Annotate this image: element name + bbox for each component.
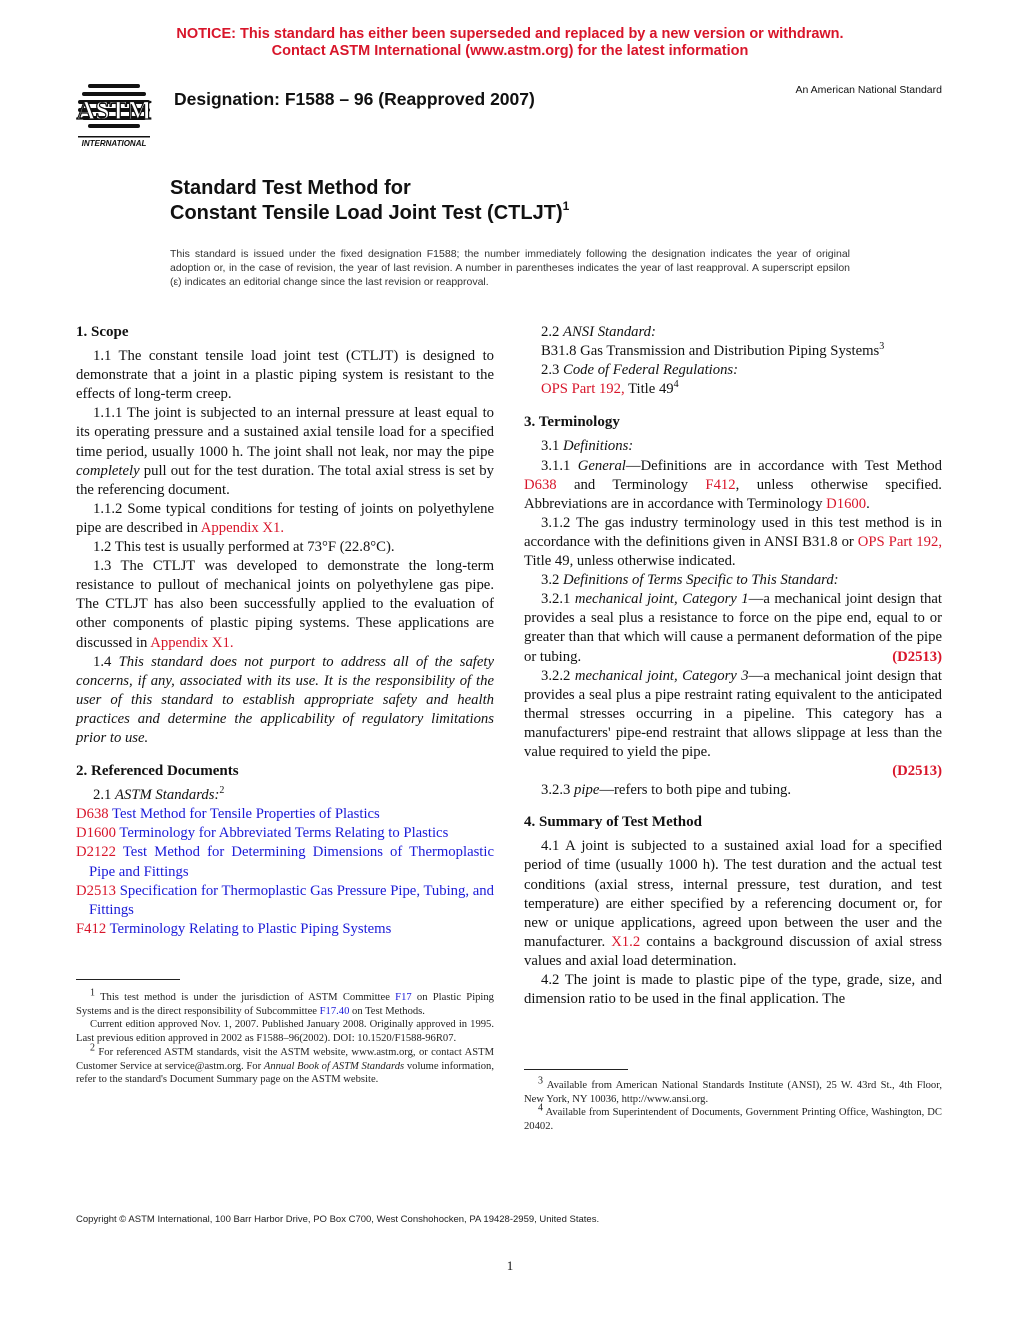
title-line-2: Constant Tensile Load Joint Test (CTLJT) [170, 202, 563, 224]
ref-item[interactable]: D1600 Terminology for Abbreviated Terms Relating to Plastics [76, 825, 449, 842]
designation: Designation: F1588 – 96 (Reapproved 2007) [174, 89, 535, 109]
para-1-3: 1.3 The CTLJT was developed to demonstrate the long-term resistance to pullout of mechanical joints on polyethylene gas pipe. The CTLJT has also been successfully applied to the evaluation of other components of plastic piping systems. These applications are discussed in Appendix X1. [76, 558, 494, 651]
section-3-heading: 3. Terminology [524, 414, 620, 431]
ref-item[interactable]: D2122 Test Method for Determining Dimensions of Thermoplastic Pipe and Fittings [76, 844, 494, 880]
document-title [170, 176, 569, 226]
logo-letters: ASTM [76, 96, 152, 125]
para-3-2-2-tag [524, 762, 942, 781]
left-column [76, 323, 494, 939]
ops-part-192-link-2[interactable]: OPS Part 192, [857, 533, 942, 550]
ref-item[interactable]: F412 Terminology Relating to Plastic Piping Systems [76, 920, 392, 937]
ref-item[interactable]: D638 Test Method for Tensile Properties of Plastics [76, 806, 380, 823]
para-3-2-2: 3.2.2 mechanical joint, Category 3—a mechanical joint design that provides a seal plus a pipe restraint rating equivalent to the anticipated thermal stresses occurring in a pipeline. This category has a manufacturers' pipe-end restraint that allows slippage at less than the value required to yield the pipe. [524, 667, 942, 760]
para-4-2: 4.2 The joint is made to plastic pipe of the type, grade, size, and dimension ratio to be used in the final application. The [524, 972, 942, 1008]
right-column [524, 323, 942, 1009]
para-1-1-2: 1.1.2 Some typical conditions for testing of joints on polyethylene pipe are described in Appendix X1. [76, 500, 494, 536]
footnote-4: $^4$ Available from Superintendent of Documents, Government Printing Office, Washington, DC 20402. [524, 1102, 942, 1133]
para-3-2: 3.2 Definitions of Terms Specific to This Standard: [541, 572, 839, 589]
title-footnote-mark: 1 [562, 199, 570, 213]
footnote-2: $^2$ For referenced ASTM standards, visit the ASTM website, www.astm.org, or contact ASTM Customer Service at service@astm.org. For Annual Book of ASTM Standards volume information, refer to the standard's Document Summary page on the ASTM website. [76, 1042, 494, 1086]
left-footnotes [76, 987, 494, 1087]
para-3-1-1: 3.1.1 General—Definitions are in accordance with Test Method D638 and Terminology F412, unless otherwise specified. Abbreviations are in accordance with Terminology D1600. [524, 457, 942, 512]
appendix-x1-link[interactable]: Appendix X1. [200, 519, 285, 536]
footnote-rule-right [524, 1069, 628, 1070]
para-3-1-2: 3.1.2 The gas industry terminology used in this test method is in accordance with the definitions given in ANSI B31.8 or OPS Part 192, Title 49, unless otherwise indicated. [524, 514, 942, 570]
d638-link[interactable]: D638 [524, 476, 557, 493]
para-3-1: 3.1 Definitions: [541, 438, 634, 455]
copyright-line: Copyright © ASTM International, 100 Barr Harbor Drive, PO Box C700, West Conshohocken, PA 19428-2959, United States. [76, 1214, 600, 1225]
logo-caption: INTERNATIONAL [81, 139, 147, 148]
para-1-4: 1.4 This standard does not purport to address all of the safety concerns, if any, associated with its use. It is the responsibility of the user of this standard to establish appropriate safety and health practices and determine the applicability of regulatory limitations prior to use. [76, 653, 495, 746]
para-2-3: 2.3 Code of Federal Regulations: [541, 362, 739, 379]
issuance-note: This standard is issued under the fixed designation F1588; the number immediately following the designation indicates the year of original adoption or, in the case of revision, the year of last revision. A number in parentheses indicates the year of last reapproval. A superscript epsilon (ε) indicates an editorial change since the last revision or reapproval. [170, 248, 850, 288]
para-1-1-1: 1.1.1 The joint is subjected to an internal pressure at least equal to its operating pressure and a sustained axial tensile load for a specified time period, usually 1000 h. The joint shall not leak, nor may the pipe completely pull out for the test duration. The total axial stress is set by the referencing document. [76, 405, 494, 498]
footnote-1: $^1$ This test method is under the jurisdiction of ASTM Committee F17 on Plastic Piping Systems and is the direct responsibility of Subcommittee F17.40 on Test Methods. [76, 987, 494, 1017]
para-3-2-3: 3.2.3 pipe—refers to both pipe and tubing. [541, 782, 792, 799]
footnote-3: $^3$ Available from American National Standards Institute (ANSI), 25 W. 43rd St., 4th Floor, New York, NY 10036, http://www.ansi.org. [524, 1075, 942, 1105]
title-line-1: Standard Test Method for [170, 177, 411, 199]
ref-item[interactable]: D2513 Specification for Thermoplastic Gas Pressure Pipe, Tubing, and Fittings [76, 882, 494, 918]
astm-logo [68, 76, 160, 150]
footnote-rule [76, 979, 180, 980]
para-1-2: 1.2 This test is usually performed at 73°F (22.8°C). [93, 539, 395, 556]
b31-8-entry: B31.8 Gas Transmission and Distribution Piping Systems$^3$ [541, 341, 885, 360]
appendix-x1-link-2[interactable]: Appendix X1. [150, 634, 234, 651]
f17-40-link[interactable]: F17.40 [319, 1005, 350, 1017]
section-4-heading: 4. Summary of Test Method [524, 814, 702, 831]
para-2-2: 2.2 ANSI Standard: [541, 324, 656, 340]
page-number: 1 [506, 1258, 514, 1273]
para-4-1: 4.1 A joint is subjected to a sustained axial load for a specified period of time (usually 1000 h). The test duration and the actual test conditions (axial stress, internal pressure, test duration, and test temperature) are either specified by a referencing document or, for new or unique applications, agreed upon between the user and the manufacturer. X1.2 contains a background discussion of axial stress values and axial load determination. [524, 838, 942, 969]
d1600-link[interactable]: D1600 [826, 495, 867, 512]
ops-entry: OPS Part 192, Title $49^4$ [541, 379, 679, 398]
f412-link[interactable]: F412 [705, 476, 736, 493]
x1-2-link[interactable]: X1.2 [611, 933, 641, 950]
para-2-1: 2.1 ASTM Standards:$^2$ [93, 785, 225, 804]
notice-line-2: Contact ASTM International (www.astm.org) for the latest information [271, 43, 749, 59]
footnote-1-current: Current edition approved Nov. 1, 2007. Published January 2008. Originally approved in 1995. Last previous edition approved in 2002 as F1588–96(2002). DOI: 10.1520/F1588-96R07. [76, 1019, 494, 1045]
d2513-tag[interactable]: (D2513) [892, 648, 942, 665]
notice-line-1: NOTICE: This standard has either been superseded and replaced by a new version or withdrawn. [176, 26, 844, 42]
referenced-docs-list [76, 805, 494, 939]
right-footnotes [524, 1075, 942, 1134]
national-standard-label: An American National Standard [795, 84, 942, 96]
section-1-heading: 1. Scope [76, 324, 129, 340]
para-3-2-1: 3.2.1 mechanical joint, Category 1—a mechanical joint design that provides a seal plus a resistance to force on the pipe end, equal to or greater than that which will cause a permanent deformation of the pipe or tubing. (D2513) [524, 590, 942, 666]
f17-link[interactable]: F17 [395, 992, 412, 1003]
para-1-1: 1.1 The constant tensile load joint test (CTLJT) is designed to demonstrate that a joint in a plastic piping system is resistant to the effects of long-term creep. [76, 348, 494, 403]
withdrawal-notice [0, 26, 1020, 60]
d2513-tag-2[interactable]: (D2513) [892, 763, 942, 780]
section-2-heading: 2. Referenced Documents [76, 763, 239, 780]
ops-part-192-link[interactable]: OPS Part 192, [541, 381, 625, 398]
